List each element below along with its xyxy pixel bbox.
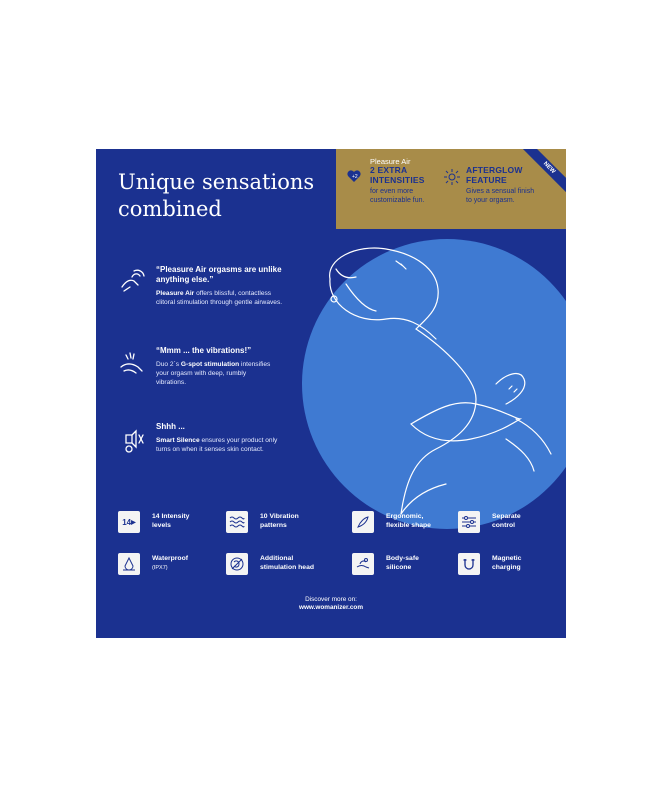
feature-2-heading: “Mmm ... the vibrations!”: [156, 346, 252, 355]
spec-6-line-1: Additional: [260, 555, 294, 562]
intensities-sub-1: for even more: [370, 188, 414, 195]
afterglow-big-2: FEATURE: [466, 174, 507, 185]
title-line-1: Unique sensations: [118, 170, 315, 194]
afterglow-big-1: AFTERGLOW: [466, 165, 523, 175]
afterglow-sub-2: to your orgasm.: [466, 196, 515, 204]
intensities-big-1: 2 EXTRA: [370, 165, 408, 175]
intensities-small: Pleasure Air: [370, 157, 411, 166]
spec-1-line-2: levels: [152, 521, 171, 529]
feature-2-body-2: your orgasm with deep, rumbly: [156, 370, 247, 377]
spec-4-line-1: Separate: [492, 513, 521, 520]
spec-waterproof: [118, 553, 228, 579]
website-link: www.womanizer.com: [298, 604, 364, 611]
shape-icon: [352, 511, 374, 533]
spec-separate-control: [458, 511, 566, 537]
new-features-banner: [336, 149, 566, 229]
spec-1-line-1: 14 Intensity: [152, 513, 190, 520]
feature-vibrations: [156, 346, 316, 387]
spec-5-line-1: Waterproof: [152, 555, 188, 562]
14-icon: 14 ▶: [118, 511, 140, 533]
drop-icon: [118, 553, 140, 575]
spec-7-line-2: silicone: [386, 563, 412, 571]
spec-vibration-patterns: [226, 511, 336, 537]
intensities-big-2: INTENSITIES: [370, 174, 425, 185]
sliders-icon: [458, 511, 480, 533]
intensities-sub-2: customizable fun.: [370, 196, 425, 204]
packaging-panel: [96, 149, 566, 638]
feature-3-body-1: ensures your product only: [199, 437, 278, 444]
feature-1-body-1: offers blissful, contactless: [194, 290, 272, 297]
heart-plus-icon: [346, 169, 362, 183]
intensities-feature: [370, 157, 425, 205]
head-icon: [226, 553, 248, 575]
spec-8-line-2: charging: [492, 563, 521, 571]
air-hand-icon: [118, 267, 146, 295]
afterglow-sub-1: Gives a sensual finish: [466, 188, 535, 195]
title-line-2: combined: [118, 197, 222, 221]
spec-3-line-2: flexible shape: [386, 521, 431, 529]
magnet-icon: [458, 553, 480, 575]
spec-ergonomic-shape: [352, 511, 462, 537]
new-ribbon: NEW: [521, 149, 566, 196]
spec-8-line-1: Magnetic: [492, 555, 522, 562]
feature-2-body-1: intensifies: [239, 361, 271, 368]
product-illustration: [306, 239, 566, 519]
afterglow-feature: [466, 166, 534, 205]
spec-intensity-levels: [118, 511, 228, 537]
spec-5-line-2: (IPX7): [152, 564, 168, 571]
spec-6-line-2: stimulation head: [260, 563, 315, 571]
feature-3-body-2: turns on when it senses skin contact.: [156, 446, 264, 453]
spec-body-safe: [352, 553, 462, 579]
feature-2-body-3: vibrations.: [156, 379, 187, 386]
panel-title: [118, 169, 338, 223]
spec-magnetic-charging: [458, 553, 566, 579]
feature-1-heading-2: anything else.”: [156, 275, 214, 284]
feature-1-heading-1: “Pleasure Air orgasms are unlike: [156, 265, 282, 274]
wave-icon: [226, 511, 248, 533]
spec-4-line-2: control: [492, 521, 516, 529]
smart-silence-icon: [118, 425, 146, 453]
feature-2-pre: Duo 2´s: [156, 361, 181, 368]
hand-icon: [352, 553, 374, 575]
feature-3-bold: Smart Silence: [156, 437, 200, 444]
feature-smart-silence: [156, 422, 316, 454]
feature-2-bold: G-spot stimulation: [180, 361, 240, 368]
svg-text:+2: +2: [352, 174, 358, 180]
spec-7-line-1: Body-safe: [386, 555, 419, 562]
sparkle-icon: [444, 169, 460, 185]
spec-2-line-1: 10 Vibration: [260, 513, 299, 520]
spec-3-line-1: Ergonomic,: [386, 513, 424, 520]
feature-1-bold: Pleasure Air: [156, 290, 195, 297]
spec-2-line-2: patterns: [260, 521, 287, 529]
vibration-hand-icon: [118, 349, 146, 377]
spec-additional-head: [226, 553, 336, 579]
discover-label: Discover more on:: [305, 596, 357, 603]
feature-3-heading: Shhh ...: [156, 422, 185, 431]
feature-pleasure-air: [156, 265, 316, 307]
feature-1-body-2: clitoral stimulation through gentle airwaves.: [156, 299, 283, 306]
discover-more: [96, 596, 566, 612]
